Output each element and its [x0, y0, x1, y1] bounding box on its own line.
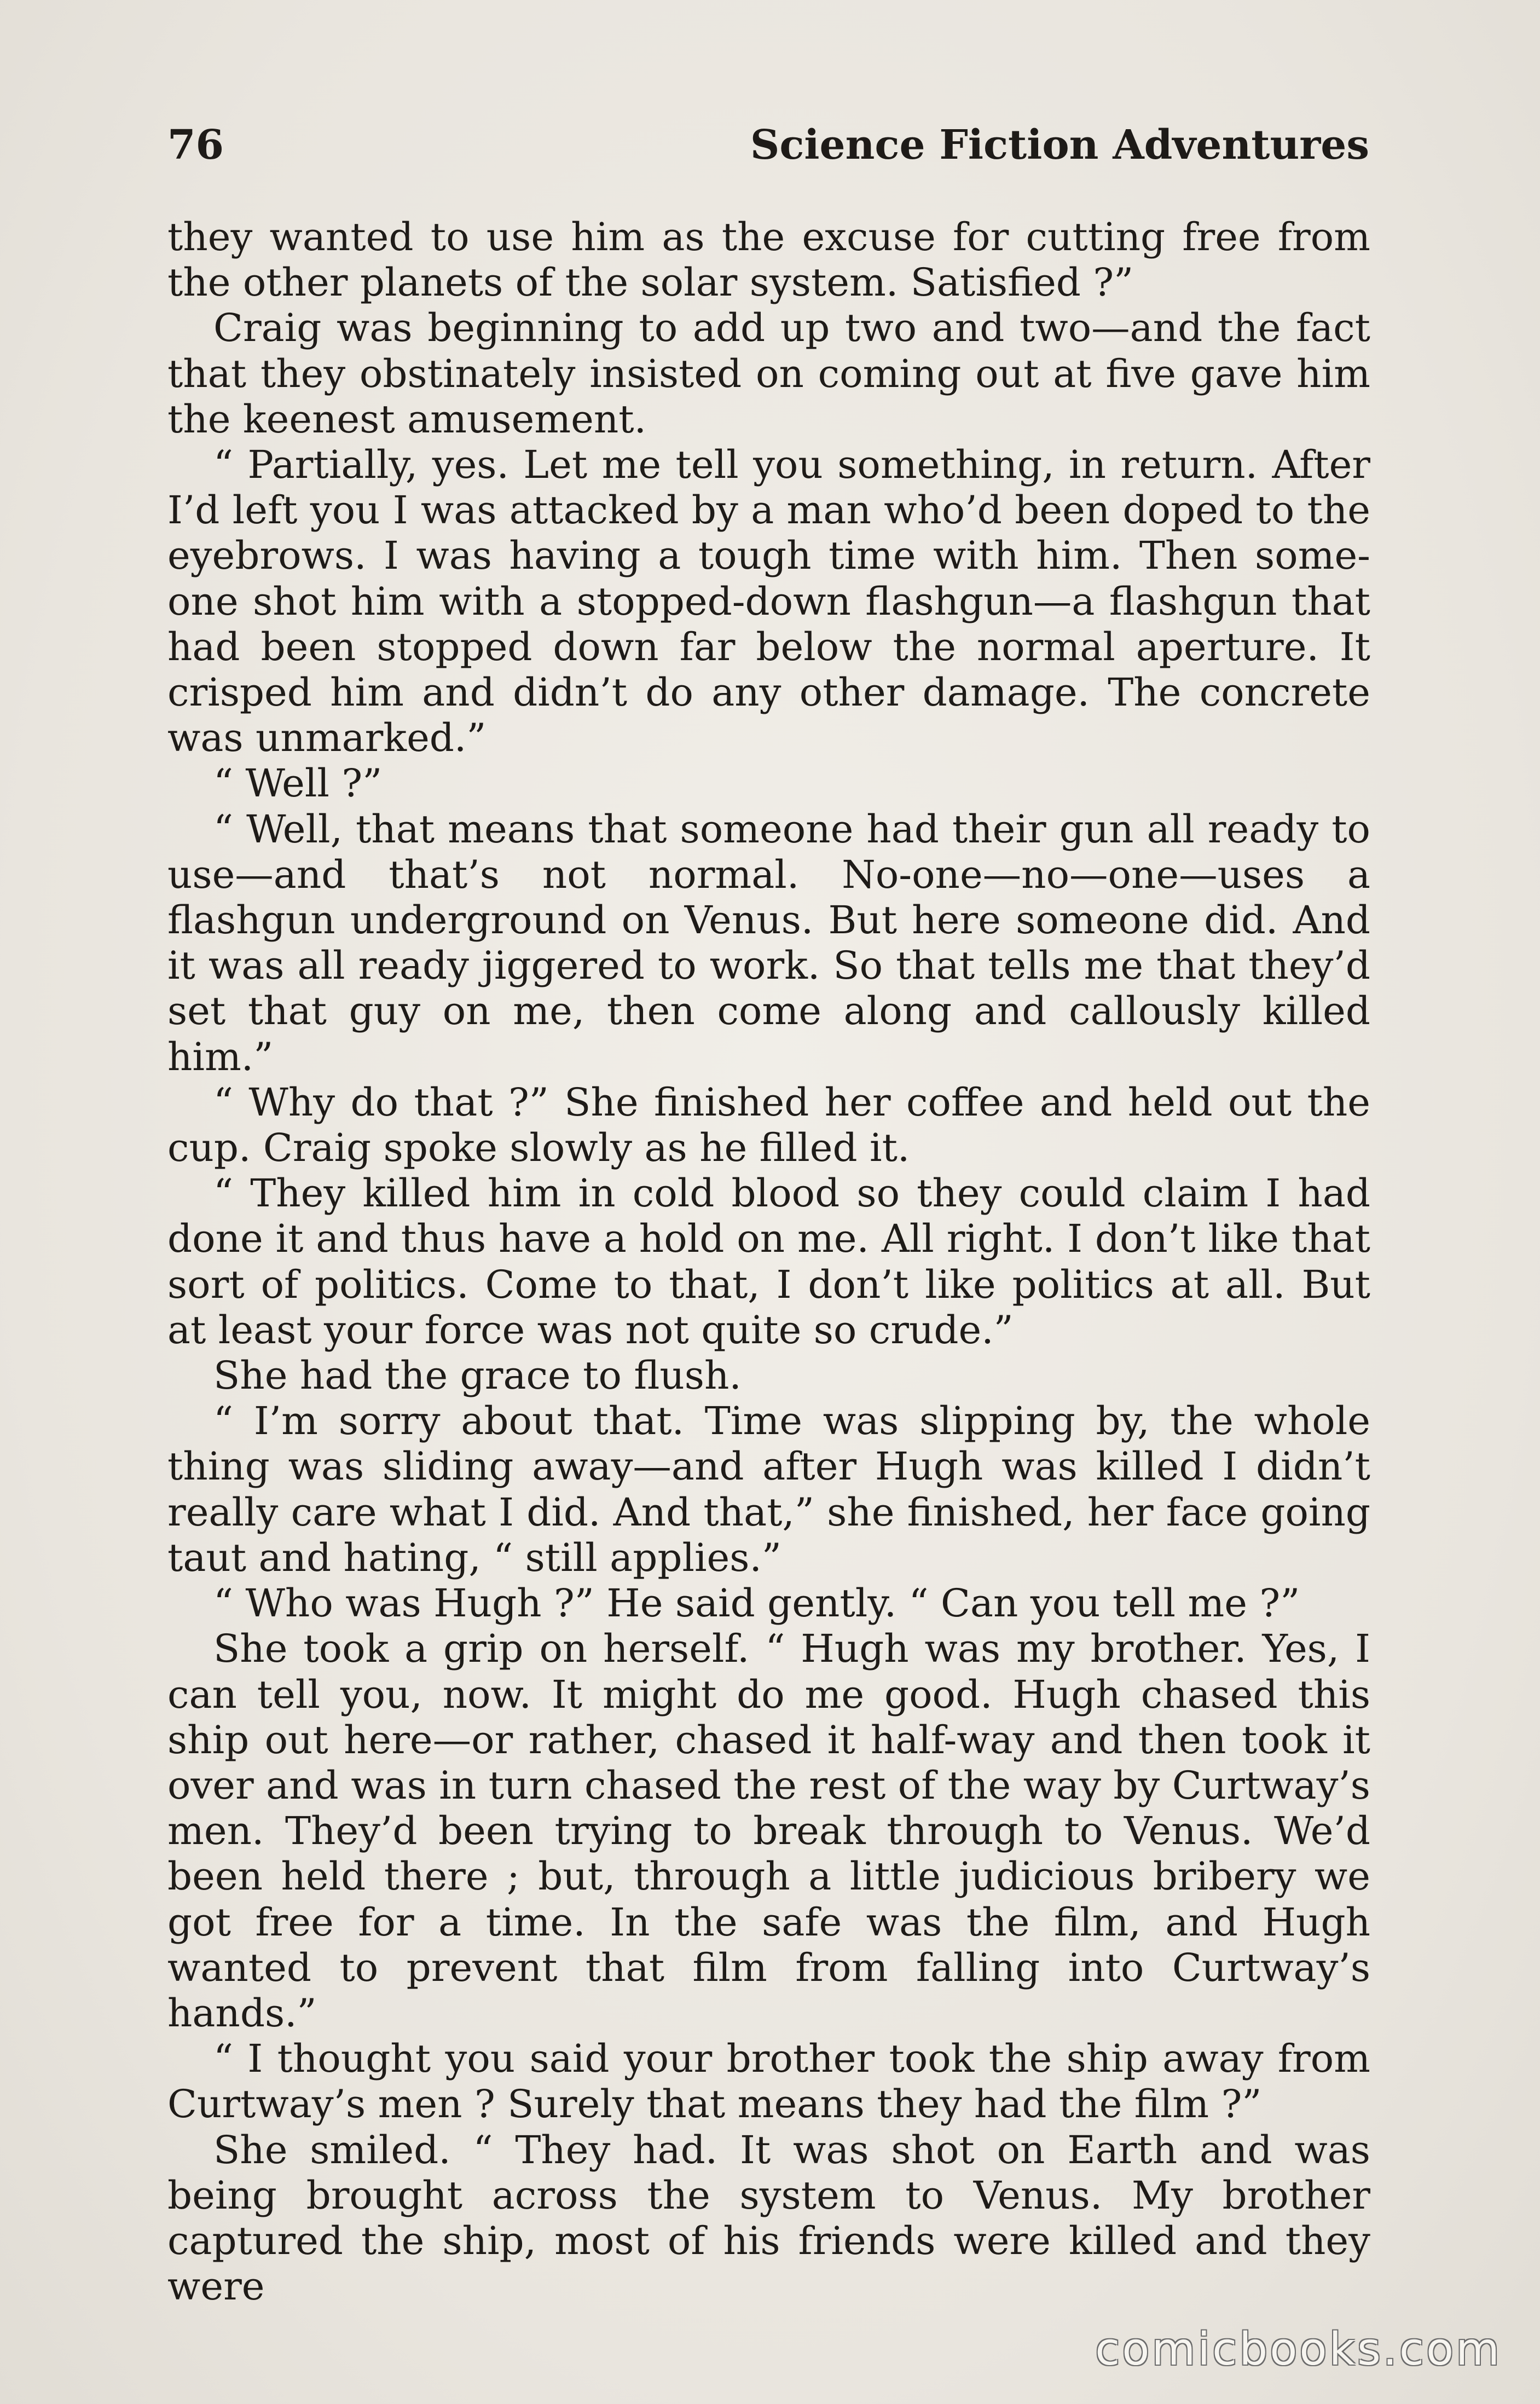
- paragraph: “ I thought you said your brother took the ship away from Curtway’s men ? Surely that means they had the film ?”: [167, 2036, 1370, 2127]
- paragraph: She took a grip on herself. “ Hugh was my brother. Yes, I can tell you, now. It might do me good. Hugh chased this ship out here—or rather, chased it half-way and then took it over and was in turn chased the rest of the way by Curtway’s men. They’d been trying to break through to Venus. We’d been held there ; but, through a little judicious bribery we got free for a time. In the safe was the film, and Hugh wanted to prevent that film from falling into Curtway’s hands.”: [167, 1626, 1370, 2036]
- paragraph: “ Well ?”: [213, 761, 383, 806]
- paragraph: they wanted to use him as the excuse for cutting free from the other planets of the solar system. Satisfied ?”: [167, 215, 1370, 305]
- paragraph: “ Well, that means that someone had their gun all ready to use—and that’s not normal. No-one—no—one—uses a flashgun underground on Venus. But here someone did. And it was all ready jiggered to work. So that tells me that they’d set that guy on me, then come along and callously killed him.”: [167, 806, 1370, 1079]
- page-header: [167, 122, 1369, 169]
- paragraph: She smiled. “ They had. It was shot on Earth and was being brought across the system to Venus. My brother captured the ship, most of his friends were killed and they were: [167, 2127, 1370, 2309]
- running-title: Science Fiction Adventures: [750, 122, 1369, 169]
- paragraph: “ Partially, yes. Let me tell you something, in return. After I’d left you I was attacked by a man who’d been doped to the eyebrows. I was having a tough time with him. Then some-one shot him with a stopped-down flashgun—a flashgun that had been stopped down far below the normal aperture. It crisped him and didn’t do any other damage. The concrete was unmarked.”: [167, 442, 1370, 761]
- paragraph: “ Why do that ?” She finished her coffee and held out the cup. Craig spoke slowly as he filled it.: [167, 1079, 1370, 1171]
- paragraph: Craig was beginning to add up two and two—and the fact that they obstinately insisted on coming out at five gave him the keenest amusement.: [167, 305, 1370, 442]
- paragraph: She had the grace to flush.: [213, 1353, 742, 1399]
- paragraph: “ They killed him in cold blood so they could claim I had done it and thus have a hold on me. All right. I don’t like that sort of politics. Come to that, I don’t like politics at all. But at least your force was not quite so crude.”: [167, 1171, 1370, 1353]
- paragraph: “ I’m sorry about that. Time was slipping by, the whole thing was sliding away—and after Hugh was killed I didn’t really care what I did. And that,” she finished, her face going taut and hating, “ still applies.”: [167, 1399, 1370, 1580]
- body-text: [167, 215, 1370, 2309]
- page-number: 76: [167, 122, 224, 169]
- paragraph: “ Who was Hugh ?” He said gently. “ Can you tell me ?”: [213, 1581, 1300, 1626]
- site-watermark: comicbooks.com: [1095, 2324, 1502, 2376]
